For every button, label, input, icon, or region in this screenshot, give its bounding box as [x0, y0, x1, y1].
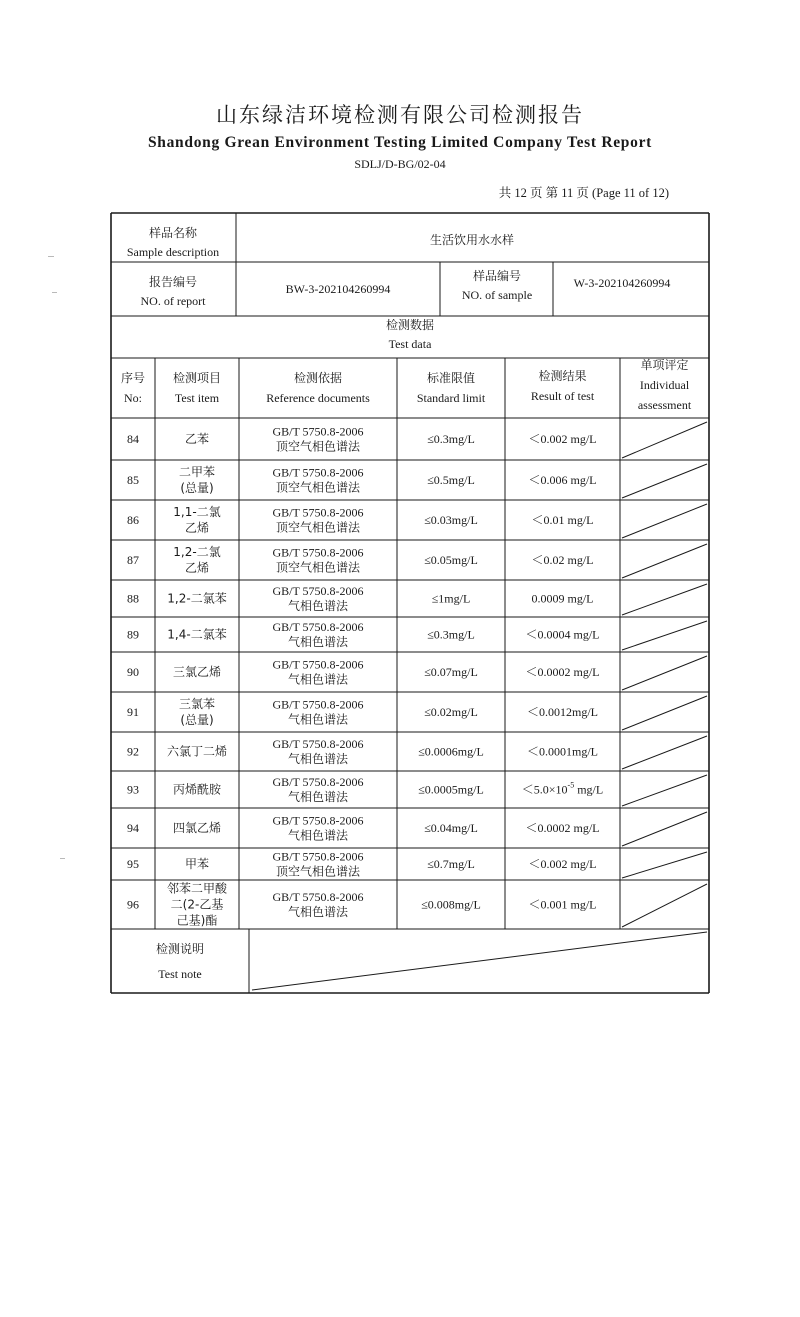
column-header-reference: 检测依据 — [293, 371, 343, 385]
section-title: Test data — [388, 337, 432, 351]
table-row-test-item: 乙苯 — [184, 432, 210, 446]
table-row-result: ＜0.0001mg/L — [527, 744, 598, 759]
column-header-result: 检测结果 — [538, 369, 587, 383]
sample-description-label: 样品名称 — [148, 226, 198, 240]
page-indicator: 共 12 页 第 11 页 (Page 11 of 12) — [498, 186, 669, 200]
report-number-value: BW-3-202104260994 — [285, 282, 391, 296]
table-row-reference: 顶空气相色谱法 — [275, 560, 361, 575]
table-row-limit: ≤0.07mg/L — [424, 665, 478, 679]
column-header-assessment: Individual — [639, 378, 690, 392]
sample-description-value: 生活饮用水水样 — [429, 233, 515, 247]
table-row-test-item: 六氯丁二烯 — [166, 744, 228, 759]
assessment-slash — [622, 656, 707, 690]
column-header-limit: 标准限值 — [426, 371, 476, 385]
table-row-result: ＜0.0002 mg/L — [525, 665, 600, 679]
test-note-label: Test note — [158, 967, 202, 981]
report-number-label: 报告编号 — [148, 275, 198, 289]
table-row-reference: 气相色谱法 — [287, 752, 349, 766]
result-exp: -5 — [567, 780, 575, 790]
table-row-test-item: 乙烯 — [184, 561, 210, 575]
table-row-limit: ≤0.5mg/L — [427, 473, 475, 487]
table-row-test-item: 1,2-二氯 — [173, 545, 221, 559]
table-row-reference: GB/T 5750.8-2006 — [272, 657, 364, 672]
assessment-slash — [622, 812, 707, 846]
table-row-number: 95 — [127, 857, 139, 871]
table-row-reference: GB/T 5750.8-2006 — [272, 424, 364, 439]
table-row-test-item: 邻苯二甲酸 — [166, 881, 228, 896]
table-row-result: 0.0009 mg/L — [531, 591, 594, 606]
table-row-reference: GB/T 5750.8-2006 — [272, 813, 364, 828]
table-row-number: 84 — [127, 432, 139, 446]
table-row-test-item: 四氯乙烯 — [172, 821, 222, 835]
table-row-number: 92 — [127, 744, 139, 759]
table-row-reference: 顶空气相色谱法 — [275, 439, 361, 454]
table-row-reference: GB/T 5750.8-2006 — [272, 505, 364, 520]
section-title: 检测数据 — [385, 318, 435, 332]
table-row-test-item: 二甲苯 — [178, 465, 216, 479]
assessment-slash — [622, 621, 707, 650]
table-row-test-item: 己基)酯 — [176, 913, 218, 928]
assessment-slash — [622, 696, 707, 730]
table-row-reference: 气相色谱法 — [287, 635, 349, 649]
assessment-slash — [622, 422, 707, 458]
table-row-result: ＜0.0012mg/L — [527, 705, 598, 719]
test-note-label: 检测说明 — [155, 942, 205, 956]
table-row-limit: ≤0.0005mg/L — [418, 782, 484, 797]
table-row-number: 86 — [127, 513, 139, 527]
table-row-result: ＜0.006 mg/L — [528, 473, 597, 487]
table-row-number: 87 — [127, 553, 139, 567]
table-row-number: 90 — [127, 665, 139, 679]
assessment-slash — [622, 544, 707, 578]
test-note-slash — [252, 932, 707, 990]
table-row-test-item: 1,1-二氯 — [173, 505, 221, 519]
column-header-assessment: assessment — [637, 398, 692, 412]
table-row-reference: 顶空气相色谱法 — [275, 864, 361, 879]
result-unit: mg/L — [574, 782, 604, 797]
table-row-result: ＜0.002 mg/L — [528, 857, 597, 871]
assessment-slash — [622, 884, 707, 927]
assessment-slash — [622, 504, 707, 538]
table-row-test-item: (总量) — [180, 713, 214, 727]
table-row-number: 94 — [127, 821, 139, 835]
table-row-limit: ≤0.03mg/L — [424, 513, 478, 527]
table-row-number: 88 — [127, 591, 139, 606]
table-row-result: ＜0.001 mg/L — [528, 897, 597, 912]
table-row-limit: ≤0.008mg/L — [421, 897, 481, 912]
table-row-result: ＜0.01 mg/L — [531, 513, 594, 527]
table-row-reference: GB/T 5750.8-2006 — [272, 737, 364, 751]
table-row-limit: ≤0.02mg/L — [424, 705, 478, 719]
table-row-limit: ≤0.05mg/L — [424, 553, 478, 567]
column-header-assessment: 单项评定 — [640, 358, 689, 372]
sample-number-label: NO. of sample — [461, 288, 533, 302]
result-base: ＜5.0×10 — [521, 782, 568, 797]
table-row-test-item: 三氯乙烯 — [172, 665, 222, 679]
assessment-slash — [622, 775, 707, 806]
table-row-number: 91 — [127, 705, 139, 719]
table-row-limit: ≤0.04mg/L — [424, 821, 478, 835]
column-header-no: 序号 — [120, 371, 146, 385]
table-row-test-item: 二(2-乙基 — [170, 897, 224, 912]
table-row-reference: 气相色谱法 — [287, 712, 349, 727]
table-row-limit: ≤1mg/L — [431, 591, 471, 606]
document-code: SDLJ/D-BG/02-04 — [354, 157, 446, 171]
table-row-test-item: 1,4-二氯苯 — [167, 627, 227, 642]
table-row-number: 93 — [127, 782, 139, 797]
sample-description-label: Sample description — [126, 245, 220, 259]
table-row-reference: 气相色谱法 — [287, 599, 349, 613]
table-row-number: 85 — [127, 473, 139, 487]
table-row-reference: GB/T 5750.8-2006 — [272, 849, 364, 864]
table-row-reference: GB/T 5750.8-2006 — [272, 584, 364, 598]
table-row-result: ＜0.0004 mg/L — [525, 627, 600, 642]
sample-number-label: 样品编号 — [472, 269, 522, 283]
table-row-limit: ≤0.0006mg/L — [418, 744, 484, 759]
table-row-reference: 气相色谱法 — [287, 828, 349, 843]
report-title-cn: 山东绿洁环境检测有限公司检测报告 — [216, 103, 584, 127]
table-row-result — [522, 781, 603, 797]
table-row-result: ＜0.02 mg/L — [531, 553, 594, 567]
table-row-test-item: 乙烯 — [184, 521, 210, 535]
table-row-reference: 顶空气相色谱法 — [275, 520, 361, 535]
report-number-label: NO. of report — [140, 294, 206, 308]
table-row-test-item: 丙烯酰胺 — [172, 782, 222, 797]
table-row-reference: GB/T 5750.8-2006 — [272, 697, 364, 712]
table-row-limit: ≤0.3mg/L — [427, 432, 475, 446]
assessment-slash — [622, 852, 707, 878]
table-row-test-item: 1,2-二氯苯 — [167, 591, 227, 606]
column-header-limit: Standard limit — [416, 391, 486, 405]
table-row-reference: 顶空气相色谱法 — [275, 480, 361, 495]
table-row-result: ＜0.0002 mg/L — [525, 821, 600, 835]
column-header-item: Test item — [174, 391, 220, 405]
table-row-reference: GB/T 5750.8-2006 — [272, 545, 364, 560]
table-row-reference: 气相色谱法 — [287, 790, 349, 804]
sample-number-value: W-3-202104260994 — [573, 276, 671, 290]
column-header-result: Result of test — [530, 389, 595, 403]
column-header-no: No: — [124, 391, 142, 405]
report-title-en: Shandong Grean Environment Testing Limited Company Test Report — [147, 134, 653, 151]
table-row-test-item: (总量) — [180, 481, 214, 495]
column-header-reference: Reference documents — [266, 391, 370, 405]
table-row-reference: 气相色谱法 — [287, 672, 349, 687]
table-row-result: ＜0.002 mg/L — [528, 432, 597, 446]
table-row-reference: 气相色谱法 — [287, 905, 349, 919]
table-row-test-item: 甲苯 — [184, 857, 210, 871]
assessment-slash — [622, 584, 707, 615]
table-row-test-item: 三氯苯 — [178, 697, 216, 711]
table-row-limit: ≤0.7mg/L — [427, 857, 475, 871]
assessment-slash — [622, 736, 707, 769]
table-row-reference: GB/T 5750.8-2006 — [272, 775, 364, 789]
column-header-item: 检测项目 — [172, 371, 222, 385]
table-row-reference: GB/T 5750.8-2006 — [272, 620, 364, 634]
table-row-reference: GB/T 5750.8-2006 — [272, 465, 364, 480]
table-row-number: 96 — [127, 897, 139, 912]
table-row-limit: ≤0.3mg/L — [427, 627, 475, 642]
table-row-reference: GB/T 5750.8-2006 — [272, 890, 364, 904]
assessment-slash — [622, 464, 707, 498]
table-row-number: 89 — [127, 627, 139, 642]
